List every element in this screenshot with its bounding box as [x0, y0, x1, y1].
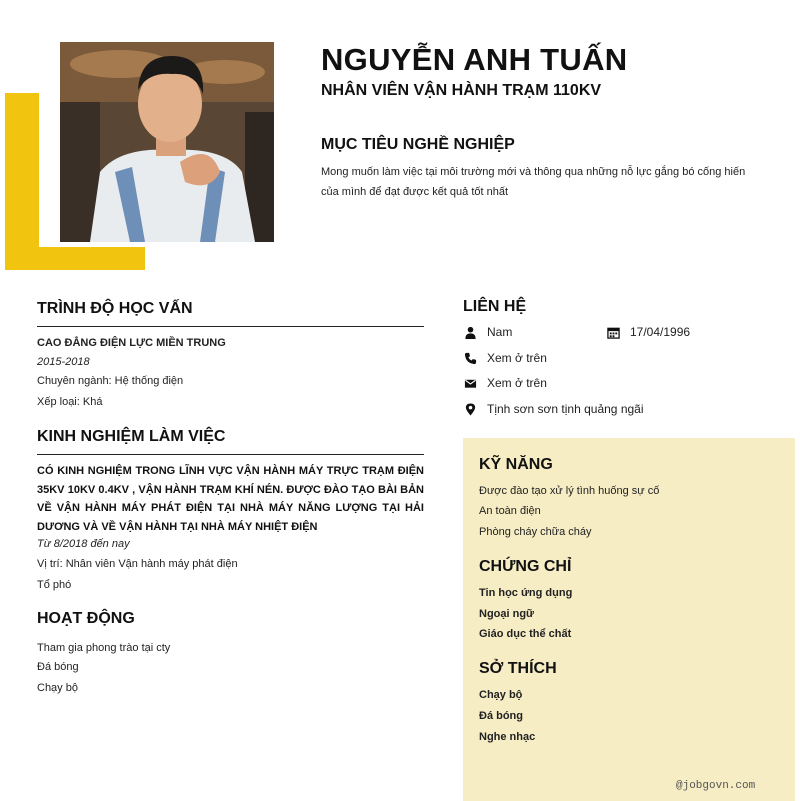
experience-position: Vị trí: Nhân viên Vận hành máy phát điện: [37, 558, 238, 570]
experience-team: Tổ phó: [37, 579, 72, 591]
activities-title: HOẠT ĐỘNG: [37, 610, 135, 627]
education-title: TRÌNH ĐỘ HỌC VẤN: [37, 300, 193, 317]
calendar-icon: [606, 325, 620, 339]
activity-item: Chạy bộ: [37, 682, 78, 694]
contact-email-value: Xem ở trên: [487, 376, 547, 390]
contact-gender: [463, 325, 512, 339]
certificate-item: Ngoại ngữ: [479, 608, 535, 620]
profile-photo: [60, 42, 274, 242]
skill-item: Phòng cháy chữa cháy: [479, 526, 592, 538]
education-divider: [37, 326, 424, 327]
objective-title: MỤC TIÊU NGHỀ NGHIỆP: [321, 136, 515, 153]
hobbies-title: SỞ THÍCH: [479, 660, 557, 677]
certificate-item: Giáo dục thể chất: [479, 628, 572, 640]
contact-email: [463, 376, 547, 390]
hobby-item: Nghe nhạc: [479, 731, 536, 743]
activity-item: Đá bóng: [37, 661, 79, 673]
decorative-bar-horizontal: [5, 247, 145, 270]
experience-period: Từ 8/2018 đến nay: [37, 538, 130, 550]
person-icon: [463, 325, 477, 339]
contact-address-value: Tịnh sơn sơn tịnh quảng ngãi: [487, 402, 644, 416]
decorative-bar-vertical: [5, 93, 39, 270]
contact-phone: [463, 351, 547, 365]
candidate-name: NGUYỄN ANH TUẤN: [321, 42, 628, 77]
experience-divider: [37, 454, 424, 455]
contact-gender-value: Nam: [487, 325, 513, 339]
skills-title: KỸ NĂNG: [479, 456, 553, 473]
location-pin-icon: [463, 402, 477, 416]
contact-address: [463, 402, 644, 416]
objective-text: Mong muốn làm việc tại môi trường mới và thông qua những nỗ lực gắng bó cống hiến của mình để đạt được kết quả tốt nhất: [321, 166, 746, 198]
watermark: @jobgovn.com: [676, 780, 756, 792]
skill-item: Được đào tạo xử lý tình huống sự cố: [479, 485, 660, 497]
contact-phone-value: Xem ở trên: [487, 351, 547, 365]
contact-birthday-value: 17/04/1996: [630, 325, 691, 339]
experience-description: CÓ KINH NGHIỆM TRONG LĨNH VỰC VẬN HÀNH MÁY TRỰC TRẠM ĐIỆN 35KV 10KV 0.4KV , VẬN HÀNH TRẠM KHÍ NÉN. ĐƯỢC ĐÀO TẠO BÀI BẢN VỀ VẬN HÀNH MÁY PHÁT ĐIỆN TẠI NHÀ MÁY NĂNG LƯỢNG TẠI HẢI DƯƠNG VÀ VỀ VẬN HÀNH TẠI NHÀ MÁY NHIỆT ĐIỆN: [37, 465, 424, 533]
certificates-title: CHỨNG CHỈ: [479, 558, 572, 575]
experience-title: KINH NGHIỆM LÀM VIỆC: [37, 428, 226, 445]
education-major: Chuyên ngành: Hệ thống điện: [37, 375, 184, 387]
contact-title: LIÊN HỆ: [463, 298, 527, 315]
skill-item: An toàn điện: [479, 505, 541, 517]
activity-item: Tham gia phong trào tại cty: [37, 642, 171, 654]
candidate-position: NHÂN VIÊN VẬN HÀNH TRẠM 110KV: [321, 82, 602, 99]
contact-birthday: [606, 325, 690, 339]
hobby-item: Đá bóng: [479, 710, 523, 722]
education-rank: Xếp loại: Khá: [37, 396, 103, 408]
hobby-item: Chạy bộ: [479, 689, 523, 701]
mail-icon: [463, 376, 477, 390]
education-years: 2015-2018: [37, 356, 90, 368]
education-school: CAO ĐẲNG ĐIỆN LỰC MIỀN TRUNG: [37, 337, 226, 349]
phone-icon: [463, 351, 477, 365]
certificate-item: Tin học ứng dụng: [479, 587, 573, 599]
